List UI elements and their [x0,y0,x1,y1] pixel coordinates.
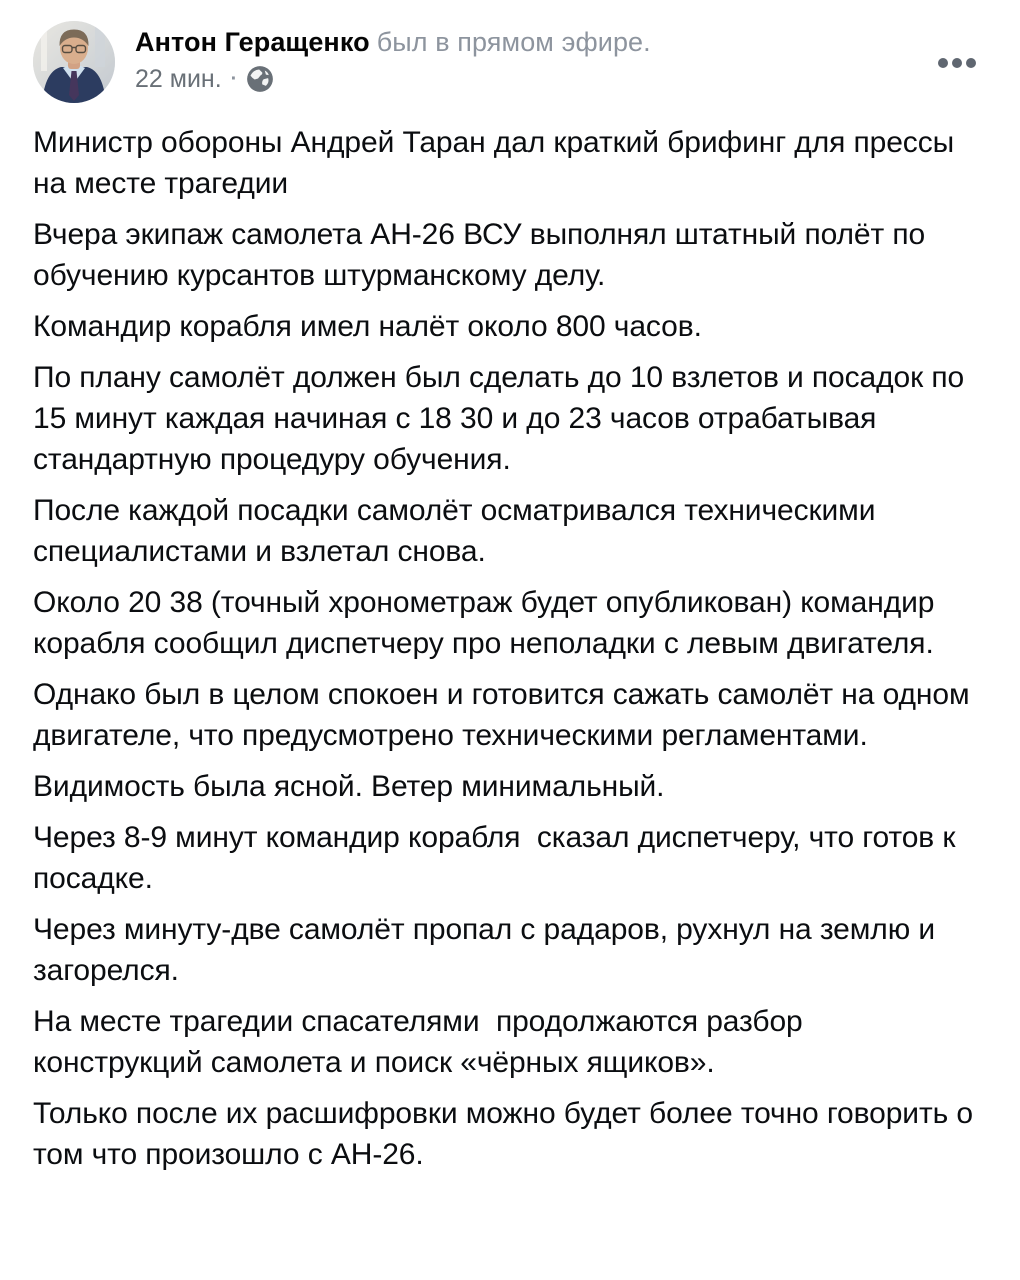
post-paragraph: Вчера экипаж самолета АН-26 ВСУ выполнял штатный полёт по обучению курсантов штурманскому делу. [33,218,934,292]
activity-label: был в прямом эфире. [376,27,651,57]
post-paragraph: Только после их расшифровки можно будет более точно говорить о том что произошло с АН-26. [33,1097,982,1171]
post-paragraph: Министр обороны Андрей Таран дал краткий брифинг для прессы на месте трагедии [33,126,963,200]
globe-icon [246,65,274,93]
meta-separator: · [230,68,238,90]
post-menu-button[interactable] [936,52,978,74]
ellipsis-icon [952,58,962,68]
ellipsis-icon [966,58,976,68]
avatar[interactable] [33,21,115,103]
name-line [135,24,651,60]
ellipsis-icon [938,58,948,68]
post-body [0,103,1020,1175]
post-paragraph: По плану самолёт должен был сделать до 10 взлетов и посадок по 15 минут каждая начиная с 18 30 и до 23 часов отрабатывая стандартную процедуру обучения. [33,361,973,476]
post-paragraph: Командир корабля имел налёт около 800 часов. [33,310,702,343]
post-paragraph: Около 20 38 (точный хронометраж будет опубликован) командир корабля сообщил диспетчеру про неполадки с левым двигателя. [33,586,943,660]
post-paragraph: Однако был в целом спокоен и готовится сажать самолёт на одном двигателе, что предусмотрено техническими регламентами. [33,678,978,752]
avatar-image [33,21,115,103]
header-info [135,21,651,95]
post-paragraph: После каждой посадки самолёт осматривался техническими специалистами и взлетал снова. [33,494,884,568]
post-paragraph: На месте трагедии спасателями продолжаются разбор конструкций самолета и поиск «чёрных ящиков». [33,1005,811,1079]
timestamp[interactable]: 22 мин. [135,65,222,93]
post-paragraph: Через 8-9 минут командир корабля сказал диспетчеру, что готов к посадке. [33,821,964,895]
post-paragraph: Через минуту-две самолёт пропал с радаров, рухнул на землю и загорелся. [33,913,944,987]
post-paragraph: Видимость была ясной. Ветер минимальный. [33,770,665,803]
meta-line [135,63,651,95]
author-name[interactable]: Антон Геращенко [135,27,370,57]
post-header [0,0,1020,103]
